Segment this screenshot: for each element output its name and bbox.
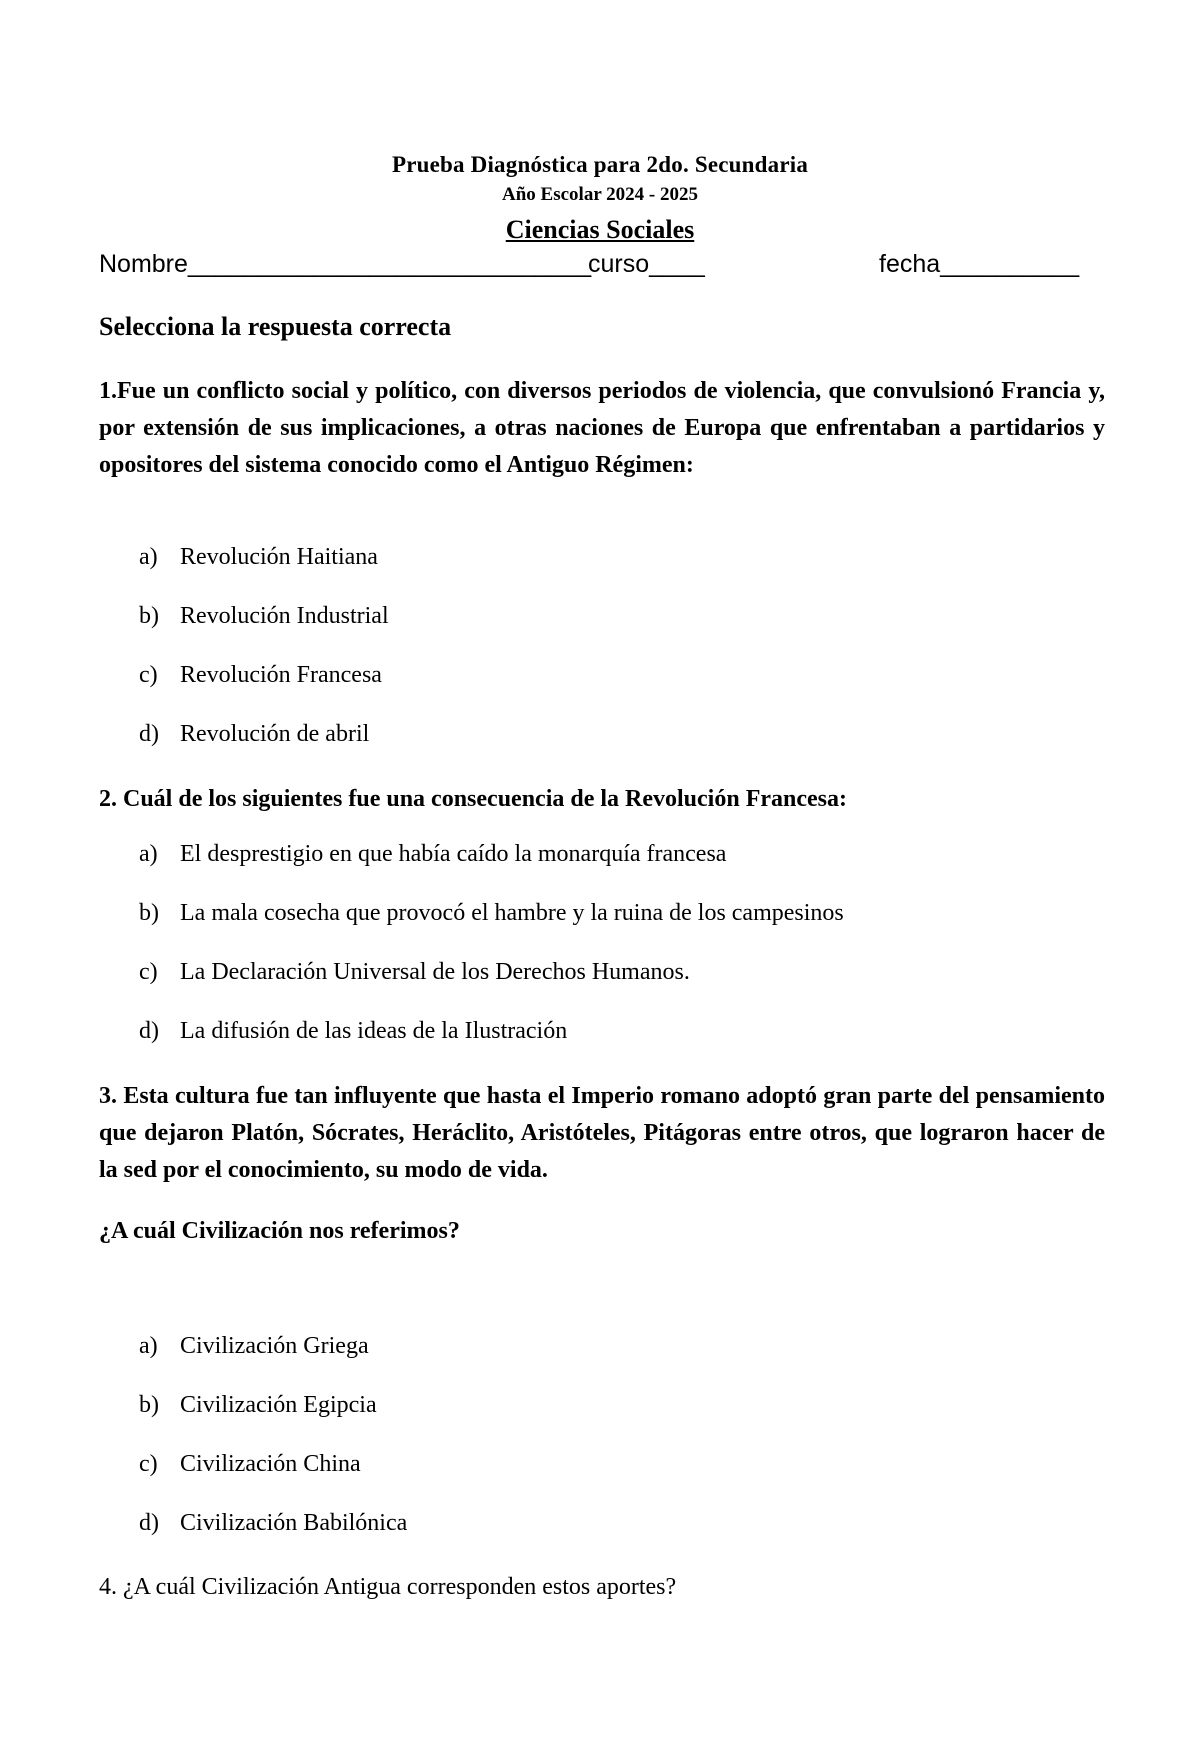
question-1: 1.Fue un conflicto social y político, con diversos periodos de violencia, que convulsionó Francia y, por extensión de sus implicaciones, a otras naciones de Europa que enfrentaban a partidarios y opositores del sistema conocido como el Antiguo Régimen: bbox=[99, 378, 1105, 478]
question-2: 2. Cuál de los siguientes fue una consecuencia de la Revolución Francesa: bbox=[99, 786, 847, 812]
option-text: Revolución de abril bbox=[180, 721, 370, 747]
option-letter: d) bbox=[139, 1018, 159, 1044]
question-2-option-b[interactable] bbox=[139, 900, 844, 927]
option-letter: d) bbox=[139, 721, 159, 747]
option-text: Revolución Haitiana bbox=[180, 544, 378, 570]
course-field[interactable]: curso____ bbox=[588, 250, 705, 278]
option-letter: a) bbox=[139, 841, 158, 867]
name-field[interactable]: Nombre_____________________________ bbox=[99, 250, 592, 278]
option-text: Civilización Egipcia bbox=[180, 1392, 377, 1418]
option-letter: a) bbox=[139, 544, 158, 570]
question-3-option-b[interactable] bbox=[139, 1392, 377, 1419]
document-title: Prueba Diagnóstica para 2do. Secundaria bbox=[391, 152, 809, 177]
question-4: 4. ¿A cuál Civilización Antigua corresponden estos aportes? bbox=[99, 1574, 677, 1600]
option-letter: b) bbox=[139, 603, 159, 629]
option-letter: c) bbox=[139, 662, 158, 688]
option-text: Revolución Francesa bbox=[180, 662, 382, 688]
option-letter: d) bbox=[139, 1510, 159, 1536]
date-field[interactable]: fecha__________ bbox=[879, 250, 1080, 278]
question-1-option-a[interactable] bbox=[139, 544, 378, 571]
question-2-option-d[interactable] bbox=[139, 1018, 567, 1045]
option-letter: b) bbox=[139, 900, 159, 926]
question-3-option-c[interactable] bbox=[139, 1451, 361, 1478]
option-text: La mala cosecha que provocó el hambre y la ruina de los campesinos bbox=[180, 900, 844, 926]
option-text: Civilización China bbox=[180, 1451, 361, 1477]
option-text: La Declaración Universal de los Derechos Humanos. bbox=[180, 959, 690, 985]
school-year: Año Escolar 2024 - 2025 bbox=[502, 184, 698, 205]
option-text: Civilización Babilónica bbox=[180, 1510, 408, 1536]
option-letter: c) bbox=[139, 1451, 158, 1477]
question-2-option-a[interactable] bbox=[139, 841, 726, 868]
option-text: El desprestigio en que había caído la monarquía francesa bbox=[180, 841, 727, 867]
question-1-option-c[interactable] bbox=[139, 662, 382, 689]
student-info-fields bbox=[99, 250, 1099, 282]
question-2-option-c[interactable] bbox=[139, 959, 690, 986]
question-3: 3. Esta cultura fue tan influyente que hasta el Imperio romano adoptó gran parte del pensamiento que dejaron Platón, Sócrates, Heráclito, Aristóteles, Pitágoras entre otros, que lograron hacer de la sed por el conocimiento, su modo de vida. bbox=[99, 1083, 1105, 1183]
question-1-option-d[interactable] bbox=[139, 721, 369, 748]
option-text: Civilización Griega bbox=[180, 1333, 369, 1359]
instruction-heading: Selecciona la respuesta correcta bbox=[99, 312, 452, 341]
question-3-prompt: ¿A cuál Civilización nos referimos? bbox=[99, 1218, 460, 1244]
option-letter: c) bbox=[139, 959, 158, 985]
question-3-option-a[interactable] bbox=[139, 1333, 369, 1360]
subject-title: Ciencias Sociales bbox=[505, 215, 695, 244]
option-text: Revolución Industrial bbox=[180, 603, 389, 629]
option-letter: b) bbox=[139, 1392, 159, 1418]
question-1-option-b[interactable] bbox=[139, 603, 389, 630]
option-letter: a) bbox=[139, 1333, 158, 1359]
option-text: La difusión de las ideas de la Ilustración bbox=[180, 1018, 568, 1044]
question-3-option-d[interactable] bbox=[139, 1510, 407, 1537]
